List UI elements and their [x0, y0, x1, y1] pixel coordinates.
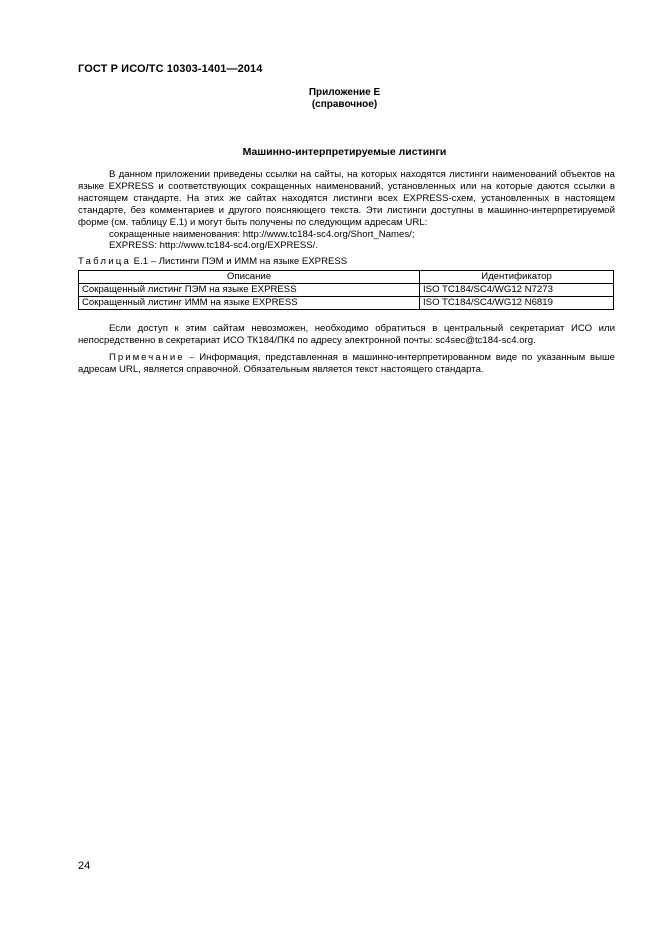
table-header-row	[79, 271, 614, 284]
url-express: EXPRESS: http://www.tc184-sc4.org/EXPRESS/.	[109, 240, 319, 251]
column-header-identifier: Идентификатор	[420, 271, 614, 284]
table-cell-description: Сокращенный листинг ПЭМ на языке EXPRESS	[79, 284, 420, 297]
table-caption	[78, 256, 347, 267]
note-text: – Информация, представленная в машинно-интерпретированном виде по указанным выше адресам URL, является справочной. Обязательным является текст настоящего стандарта.	[78, 352, 615, 375]
table-caption-text: Е.1 – Листинги ПЭМ и ИММ на языке EXPRESS	[131, 256, 348, 267]
appendix-title: Приложение Е	[308, 87, 381, 98]
note-label: Примечание	[109, 352, 185, 363]
note-paragraph	[78, 352, 615, 376]
table-cell-identifier: ISO TC184/SC4/WG12 N6819	[420, 297, 614, 310]
standard-code: ГОСТ Р ИСО/ТС 10303-1401—2014	[78, 63, 263, 75]
column-header-description: Описание	[79, 271, 420, 284]
page-number: 24	[78, 860, 91, 872]
table-row	[79, 297, 614, 310]
section-title: Машинно-интерпретируемые листинги	[242, 146, 447, 158]
table-cell-description: Сокращенный листинг ИММ на языке EXPRESS	[79, 297, 420, 310]
table-caption-label: Таблица	[78, 256, 132, 267]
url-short-names: сокращенные наименования: http://www.tc184-sc4.org/Short_Names/;	[109, 229, 415, 240]
intro-paragraph: В данном приложении приведены ссылки на сайты, на которых находятся листинги наименований объектов на языке EXPRESS и соответствующих сокращенных наименований, установленных или на которые даются ссылки в настоящем стандарте. На этих же сайтах находятся листинги всех EXPRESS-схем, установленных в настоящем стандарте, без комментариев и другого поясняющего текста. Эти листинги доступны в машинно-интерпретируемой форме (см. таблицу Е.1) и могут быть получены по следующим адресам URL:	[78, 169, 615, 228]
table-row	[79, 284, 614, 297]
appendix-subtitle: (справочное)	[311, 99, 378, 110]
table-cell-identifier: ISO TC184/SC4/WG12 N7273	[420, 284, 614, 297]
listings-table	[78, 270, 614, 310]
contact-paragraph: Если доступ к этим сайтам невозможен, необходимо обратиться в центральный секретариат ИСО или непосредственно в секретариат ИСО ТК184/ПК4 по адресу электронной почты: sc4sec@tc184-sc4.org.	[78, 323, 615, 346]
